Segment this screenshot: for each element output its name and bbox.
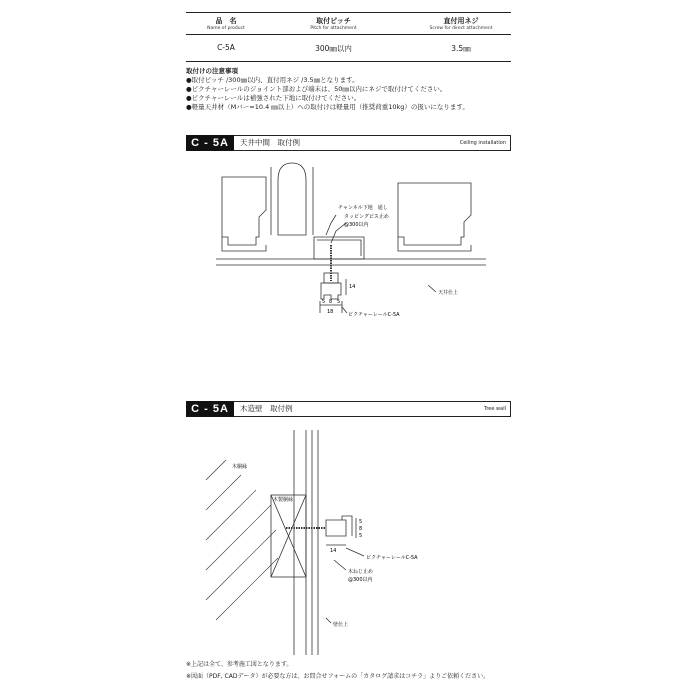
screw-value: 3.5㎜ bbox=[451, 44, 471, 53]
section-title: 木造壁 取付例 bbox=[240, 404, 293, 413]
label-block: 木製胴縁 bbox=[273, 497, 294, 503]
table-header-rule bbox=[186, 34, 511, 35]
section-title-en: Ceiling installation bbox=[459, 140, 506, 146]
note-item: ●取付ピッチ /300㎜以内、直付用ネジ /3.5㎜となります。 bbox=[186, 76, 359, 84]
ceiling-installation-drawing bbox=[186, 155, 516, 330]
label-pitch: @300以内 bbox=[344, 222, 369, 228]
dim-5b: 5 bbox=[359, 533, 363, 539]
col-pitch-header: 取付ピッチ bbox=[316, 17, 351, 25]
label-wall: 壁仕上 bbox=[333, 622, 349, 628]
label-stud: 木胴縁 bbox=[232, 464, 248, 470]
footer-line: ※上記は全て、参考施工図となります。 bbox=[186, 661, 293, 668]
section-header-wall bbox=[186, 401, 511, 417]
label-screw: 木ねじ止め bbox=[348, 569, 374, 575]
section-code: C - 5A bbox=[186, 401, 234, 417]
dim-14: 14 bbox=[330, 548, 337, 554]
label-rail: ピクチャーレールC-5A bbox=[348, 312, 400, 318]
dim-5: 5 bbox=[359, 519, 363, 525]
label-tapping: タッピングビス止め bbox=[344, 214, 389, 220]
dim-8: 8 bbox=[359, 526, 363, 532]
table-bottom-rule bbox=[186, 61, 511, 62]
dim-18: 18 bbox=[327, 309, 334, 315]
label-channel: チャンネル下地 通し bbox=[338, 205, 388, 211]
dim-8: 8 bbox=[329, 299, 333, 305]
section-code: C - 5A bbox=[186, 135, 234, 151]
dim-5b: 5 bbox=[337, 299, 341, 305]
label-ceiling: 天井仕上 bbox=[438, 290, 459, 296]
col-name-header: 品 名 bbox=[215, 17, 237, 25]
notes-block bbox=[186, 67, 516, 112]
col-screw-header-en: Screw for direct attachment bbox=[429, 26, 493, 31]
section-header-ceiling bbox=[186, 135, 511, 151]
note-item: ●ピクチャーレールのジョイント部および端末は、50㎜以内にネジで取付けてください。 bbox=[186, 85, 447, 93]
footer-notes bbox=[186, 659, 516, 683]
pitch-value: 300㎜以内 bbox=[315, 44, 352, 53]
spec-table bbox=[186, 12, 511, 62]
label-rail: ピクチャーレールC-5A bbox=[366, 555, 418, 561]
col-name-header-en: Name of product bbox=[207, 26, 245, 31]
col-screw-header: 直付用ネジ bbox=[443, 17, 479, 25]
notes-title: 取付けの注意事項 bbox=[186, 67, 238, 75]
dim-14: 14 bbox=[349, 284, 356, 290]
dim-5a: 5 bbox=[322, 299, 326, 305]
footer-line: ※図面（PDF, CADデータ）が必要な方は、お問合せフォームの「カタログ請求はコチラ」よりご依頼ください。 bbox=[186, 673, 490, 680]
wall-installation-drawing bbox=[186, 420, 516, 655]
section-title-en: Tree wall bbox=[484, 406, 506, 412]
note-item: ●軽量天井材（Mバー=10.4 ㎜以上）への取付けは軽量用（推奨荷重10kg）の扱いになります。 bbox=[186, 103, 469, 111]
label-pitch: @300以内 bbox=[348, 577, 373, 583]
product-name-value: C-5A bbox=[217, 43, 235, 52]
table-top-rule bbox=[186, 12, 511, 13]
section-title: 天井中間 取付例 bbox=[240, 138, 300, 147]
col-pitch-header-en: Pitch for attachment bbox=[310, 26, 357, 31]
note-item: ●ピクチャーレールは補強された下地に取付けてください。 bbox=[186, 94, 361, 102]
